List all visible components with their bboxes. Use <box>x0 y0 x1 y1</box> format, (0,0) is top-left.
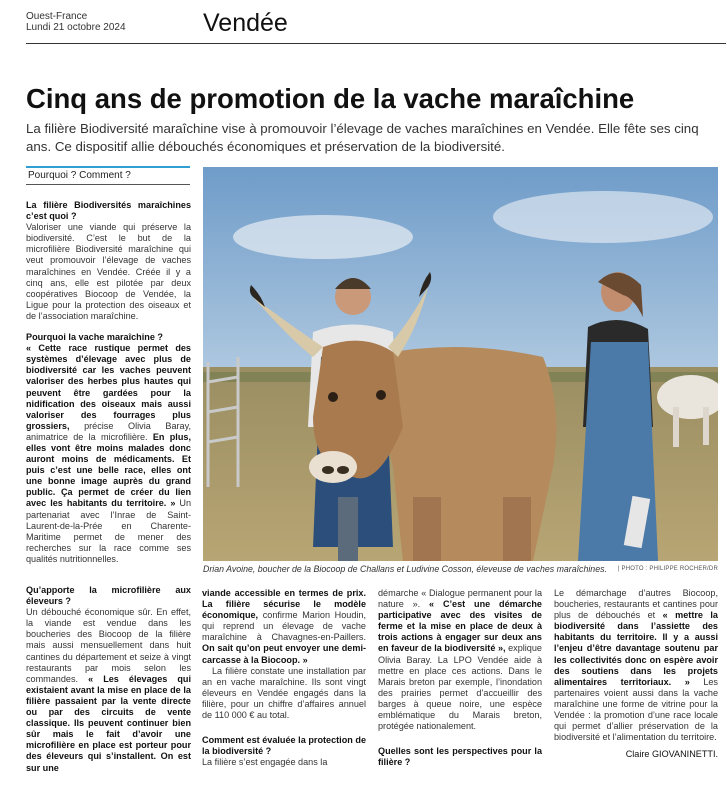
text: Les partenaires voient aussi dans la vache maraîchine une forme de vitrine pour la Vendée : la promotion d’une race locale qui permet d’allier préservation de la biodiversité et l’alimentation du territoire. <box>554 676 718 743</box>
masthead <box>26 8 726 44</box>
headline: Cinq ans de promotion de la vache maraîchine <box>26 83 635 114</box>
answer-text <box>554 588 718 743</box>
answer-text: La filière s’est engagée dans la <box>202 757 328 768</box>
quote: viande accessible en termes de prix. La filière sécurise le modèle économique, <box>202 588 366 621</box>
lede: La filière Biodiversité maraîchine vise à promouvoir l’élevage de vaches maraîchines en Vendée. Elle fête ses cinq ans. Ce dispositif allie débouchés économiques et préservation de la biodiversité. <box>26 121 699 154</box>
answer-text <box>378 588 542 732</box>
column-1-bottom <box>26 585 191 774</box>
article-photo <box>203 167 718 561</box>
text: Un partenariat avec l’Inrae de Saint-Laurent-de-la-Prée en Charente-Maritime permet de mener des recherches sur la race comme ses qualités nutritionnelles. <box>26 498 191 564</box>
question-heading: Pourquoi la vache maraîchine ? <box>26 332 163 343</box>
column-4 <box>554 588 718 760</box>
text: explique Olivia Baray. La LPO Vendée aide à mettre en place ces actions. Dans le Marais breton par exemple, l’inondation des prairies permet d’accueillir des barges à queue noire, une espèce emblématique du Marais breton, protégée nationalement. <box>378 643 542 732</box>
quote: On sait qu’on peut envoyer une demi-carcasse à la Biocoop. » <box>202 643 366 665</box>
section-title: Vendée <box>203 9 288 37</box>
question-heading: Qu’apporte la microfilière aux éleveurs ? <box>26 585 191 607</box>
text: démarche « Dialogue permanent pour la nature ». <box>378 588 542 610</box>
photo-cow-and-farmers <box>203 167 718 561</box>
author-signature: Claire GIOVANINETTI. <box>625 749 718 760</box>
answer-text <box>26 607 191 773</box>
answer-text <box>202 588 366 666</box>
quote: En plus, elles vont être moins malades donc auront moins de médicaments. Et puis c’est une belle race, elles ont une bonne image auprès du grand public. Ça permet de créer du lien avec les habitants du territoire. » <box>26 431 191 509</box>
column-3 <box>378 588 542 768</box>
photo-credit: | PHOTO : PHILIPPE ROCHER/DR <box>617 566 718 572</box>
quote: « Les élevages qui existaient avant la mise en place de la filière passaient par la vente directe ou par des circuits de vente classique. Ils peuvent continuer bien sûr mais le fait d’avoir une microfilière en place est porteur pour des éleveurs qui s’installent. On est sur une <box>26 673 191 773</box>
text: Le démarchage d’autres Biocoop, boucheries, restaurants et cantines pour plus de débouchés et <box>554 588 718 621</box>
kicker: Pourquoi ? Comment ? <box>26 166 190 185</box>
quote: « mettre la biodiversité dans l’assiette des habitants du territoire. Il y a aussi l’enjeu d’être davantage soutenu par les collectivités donc on espère avoir des soutiens dans les projets alimentaires territoriaux. » <box>554 610 718 687</box>
answer-text: La filière constate une installation par an en vache maraîchine. Ils sont vingt éleveurs en Vendée engagés dans la filière, pour un chiffre d’affaires annuel de 110 000 € au total. <box>202 665 366 721</box>
question-heading: Quelles sont les perspectives pour la filière ? <box>378 746 542 768</box>
paper-name: Ouest-France <box>26 11 88 22</box>
question-heading: Comment est évaluée la protection de la biodiversité ? <box>202 735 366 757</box>
issue-date: Lundi 21 octobre 2024 <box>26 22 126 33</box>
quote: « Cette race rustique permet des systèmes d’élevage avec plus de biodiversité car les vaches peuvent valoriser des herbes plus hautes qui peuvent être gardées pour la nidification des oiseaux mais aussi valoriser des fourrages plus grossiers, <box>26 343 191 431</box>
quote: « C’est une démarche participative avec des visites de ferme et la mise en place de deux à trois actions à engager sur deux ans en faveur de la biodiversité », <box>378 599 542 654</box>
question-heading: La filière Biodiversités maraîchines c’est quoi ? <box>26 200 191 222</box>
answer-text <box>26 343 191 565</box>
publication-info <box>26 11 126 33</box>
text: précise Olivia Baray, animatrice de la microfilière. <box>26 420 191 442</box>
answer-text: Valoriser une viande qui préserve la biodiversité. C’est le but de la microfilière Biodiversité maraîchine qui veut promouvoir l’élevage de vaches maraîchines en Vendée. Créée il y a cinq ans, elle est pilotée par deux coopératives Biocoop de Vendée, la Ligue pour la protection des oiseaux et de l’association maraîchine. <box>26 222 191 321</box>
column-2 <box>202 588 366 768</box>
text: confirme Marion Houdin, qui reprend un élevage de vache maraîchine à Chavagnes-en-Paillers. <box>202 610 366 643</box>
text: Un débouché économique sûr. En effet, la viande est vendue dans les boucheries des Biocoop de la filière mais aussi mensuellement dans huit cantines du département et seize à vingt restaurants par mois selon les commandes. <box>26 607 191 684</box>
column-1-top <box>26 200 191 565</box>
photo-caption: Drian Avoine, boucher de la Biocoop de Challans et Ludivine Cosson, éleveuse de vaches maraîchines. <box>203 564 607 574</box>
